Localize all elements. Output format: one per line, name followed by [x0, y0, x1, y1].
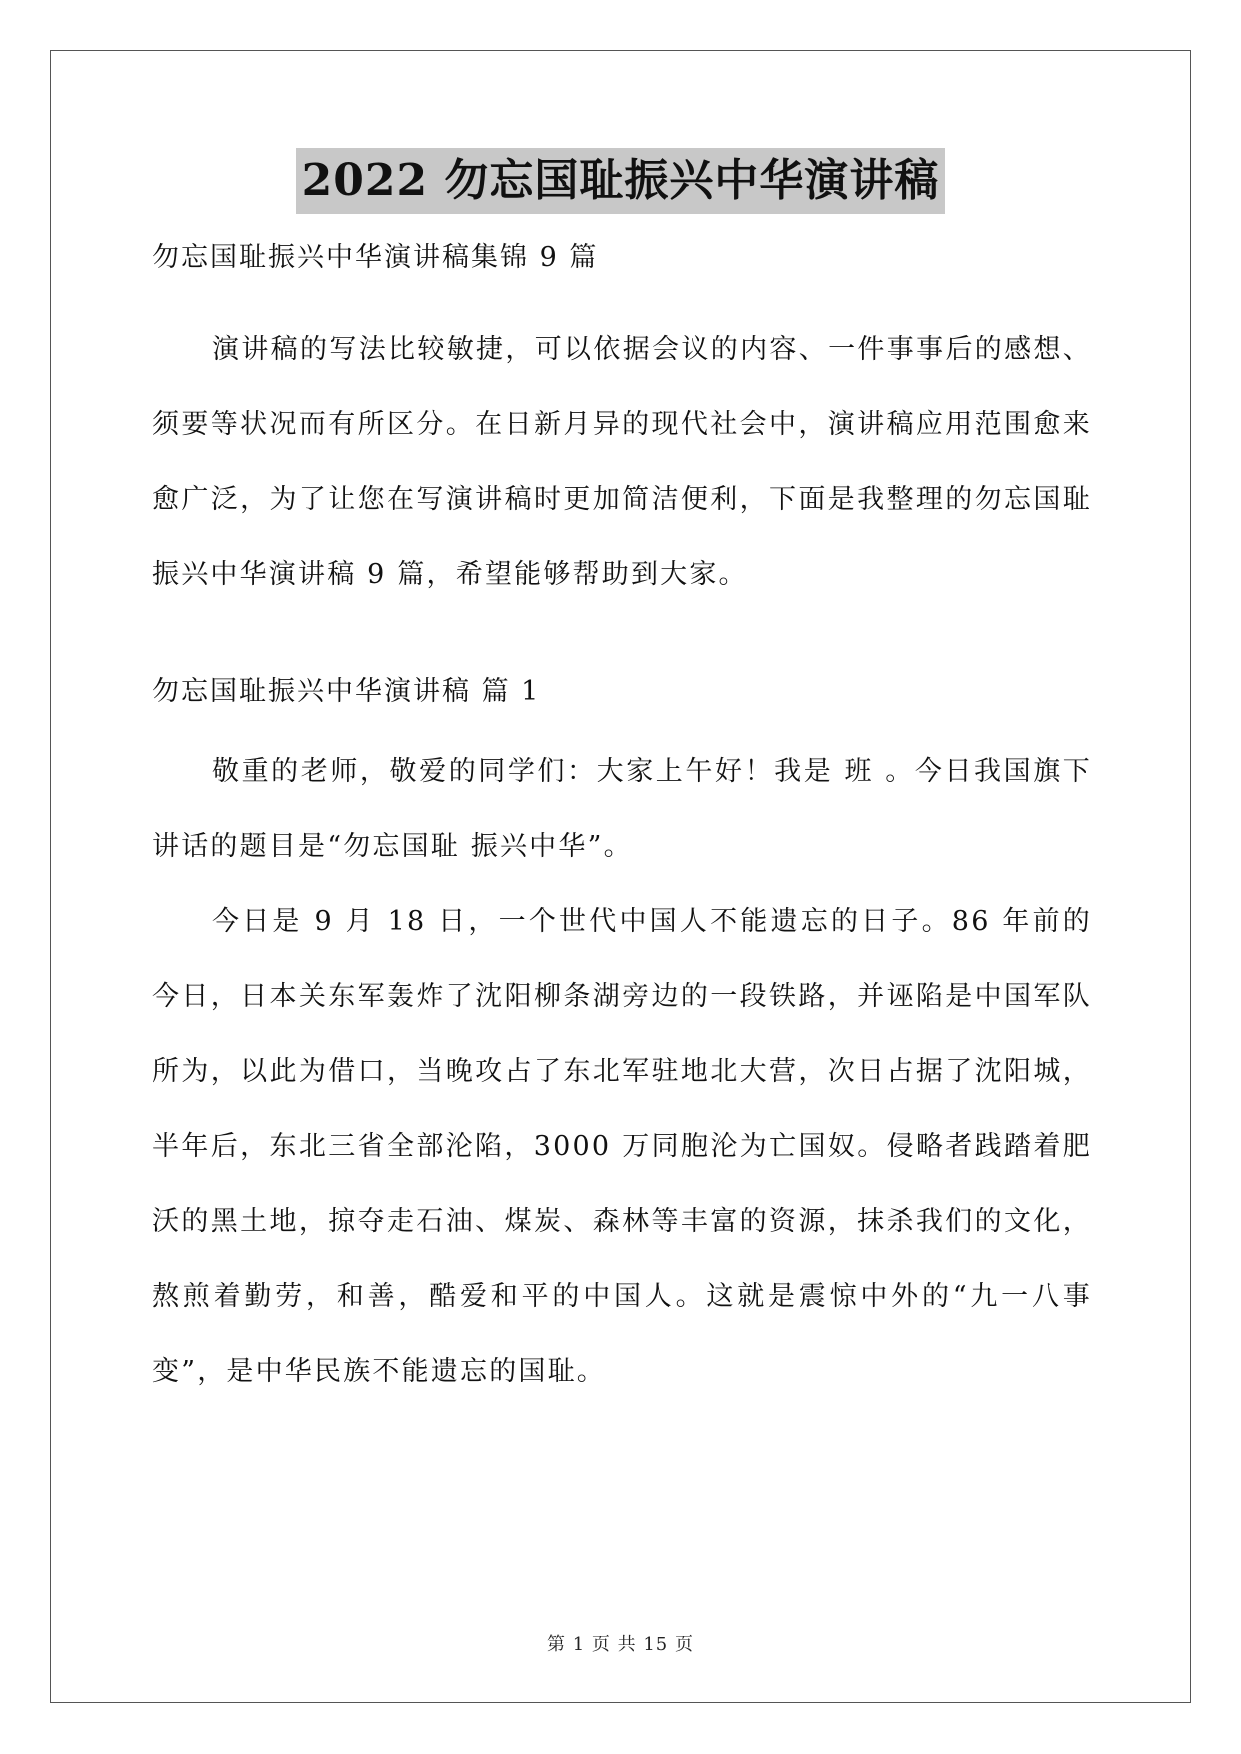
document-title: 2022 勿忘国耻振兴中华演讲稿 — [296, 148, 946, 214]
section-heading: 勿忘国耻振兴中华演讲稿 篇 1 — [152, 676, 541, 707]
intro-paragraph: 演讲稿的写法比较敏捷，可以依据会议的内容、一件事事后的感想、须要等状况而有所区分。在日新月异的现代社会中，演讲稿应用范围愈来愈广泛，为了让您在写演讲稿时更加简洁便利，下面是我整理的勿忘国耻振兴中华演讲稿 9 篇，希望能够帮助到大家。 — [152, 334, 1092, 590]
body-paragraph-1: 敬重的老师，敬爱的同学们：大家上午好！我是 班 。今日我国旗下讲话的题目是“勿忘国耻 振兴中华”。 — [152, 756, 1092, 862]
document-subtitle: 勿忘国耻振兴中华演讲稿集锦 9 篇 — [152, 242, 599, 273]
title-container — [0, 148, 1241, 214]
page-number: 第 1 页 共 15 页 — [547, 1634, 694, 1655]
body-paragraph-2: 今日是 9 月 18 日，一个世代中国人不能遗忘的日子。86 年前的今日，日本关东军轰炸了沈阳柳条湖旁边的一段铁路，并诬陷是中国军队所为，以此为借口，当晚攻占了东北军驻地北大营，次日占据了沈阳城，半年后，东北三省全部沦陷，3000 万同胞沦为亡国奴。侵略者践踏着肥沃的黑土地，掠夺走石油、煤炭、森林等丰富的资源，抹杀我们的文化，熬煎着勤劳，和善，酷爱和平的中国人。这就是震惊中外的“九一八事变”，是中华民族不能遗忘的国耻。 — [152, 906, 1092, 1387]
document-body — [152, 240, 1092, 1409]
